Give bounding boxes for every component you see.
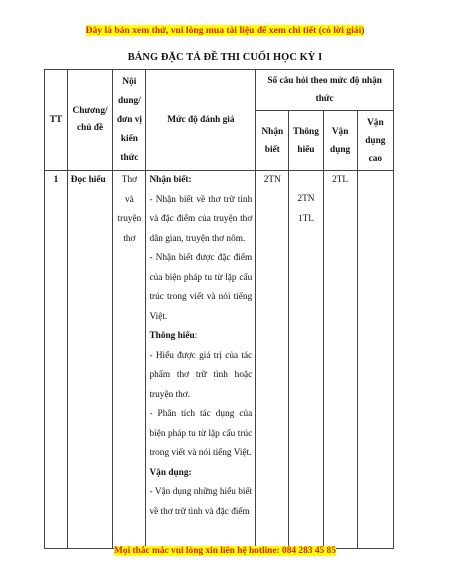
header-muc-do: Mức độ đánh giá (146, 70, 256, 171)
header-so-cau-hoi: Số câu hỏi theo mức độ nhận thức (256, 70, 394, 111)
thong-hieu-value: 2TN (297, 194, 315, 204)
muc-do-item: - Nhận biết được đặc điểm của biện pháp tu từ lặp cấu trúc trong viết và nói tiếng Việt. (149, 253, 253, 322)
muc-do-heading-thong-hieu (149, 327, 252, 347)
row-nhan-biet: 2TN (256, 171, 289, 549)
row-thong-hieu (289, 171, 323, 549)
thong-hieu-value: 1TL (297, 213, 314, 224)
muc-do-item: - Vận dụng những hiểu biết về thơ trữ tình và đặc điểm (149, 487, 253, 517)
row-noi-dung (113, 171, 146, 549)
row-tt: 1 (45, 171, 68, 549)
hotline-text: Mọi thắc mắc vui lòng xin liên hệ hotline: 084 283 45 85 (114, 546, 336, 556)
page-title: BẢNG ĐẶC TẢ ĐỀ THI CUỐI HỌC KỲ I (127, 52, 323, 63)
header-van-dung-cao: Vận dụng cao (357, 111, 393, 171)
preview-notice-banner (0, 25, 450, 36)
muc-do-heading-van-dung: Vận dụng: (149, 467, 192, 478)
header-chuong-chu-de: Chương/ chủ đề (67, 70, 113, 171)
row-chu-de: Đọc hiểu (67, 171, 113, 549)
noi-dung-line: Thơ (121, 175, 138, 185)
header-nhan-biet: Nhận biết (256, 111, 289, 171)
hotline-banner (0, 546, 450, 556)
noi-dung-line: truyện (117, 214, 142, 224)
header-noi-dung: Nội dung/ đơn vị kiến thức (113, 70, 146, 171)
header-thong-hieu: Thông hiểu (289, 111, 323, 171)
specification-table (44, 69, 394, 549)
header-tt: TT (45, 70, 68, 171)
muc-do-heading-suffix: : (194, 331, 198, 341)
row-van-dung-cao (357, 171, 393, 549)
muc-do-item: - Hiểu được giá trị của tác phẩm thơ trữ tình hoặc truyện thơ. (149, 350, 253, 400)
noi-dung-line: thơ (123, 233, 136, 244)
muc-do-item: - Phân tích tác dụng của biện pháp tu từ lặp cấu trúc trong viết và nói tiếng Việt. (149, 409, 253, 458)
muc-do-item: - Nhận biết về thơ trữ tình và đặc điểm của truyện thơ dân gian, truyện thơ nôm. (149, 194, 253, 244)
noi-dung-line: và (125, 194, 134, 205)
muc-do-heading-nhan-biet: Nhận biết: (149, 175, 192, 185)
row-muc-do (146, 171, 256, 549)
header-van-dung: Vận dụng (323, 111, 357, 171)
row-van-dung: 2TL (323, 171, 357, 549)
preview-notice-text: Đây là bản xem thử, vui lòng mua tài liệu để xem chi tiết (có lời giải) (85, 25, 365, 36)
muc-do-heading-text: Thông hiểu (149, 331, 195, 341)
